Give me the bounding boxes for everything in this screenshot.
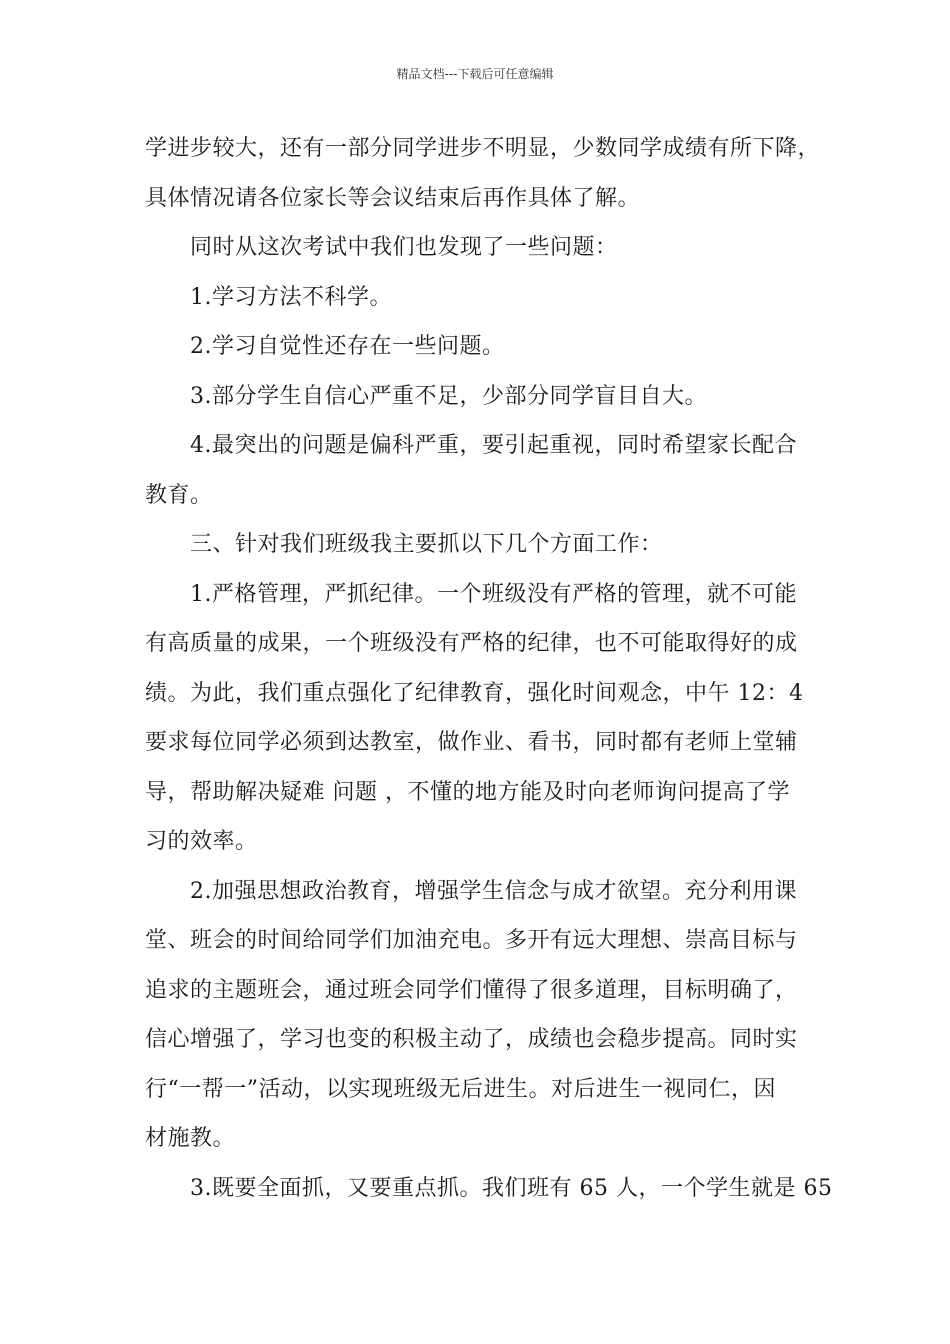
text-line: 学进步较大，还有一部分同学进步不明显，少数同学成绩有所下降， — [145, 136, 821, 161]
text-line: 2.加强思想政治教育，增强学生信念与成才欲望。充分利用课 — [190, 878, 797, 904]
list-item: 3.部分学生自信心严重不足，少部分同学盲目自大。 — [190, 383, 707, 409]
text-line: 教育。 — [145, 482, 213, 508]
text-line: 材施教。 — [145, 1126, 236, 1151]
list-item: 4.最突出的问题是偏科严重，要引起重视，同时希望家长配合 — [190, 433, 797, 458]
text-line: 3.既要全面抓，又要重点抓。我们班有 65 人，一个学生就是 65 — [190, 1175, 833, 1201]
document-body — [145, 124, 833, 1213]
list-item: 1.学习方法不科学。 — [190, 284, 392, 310]
text-line: 追求的主题班会，通过班会同学们懂得了很多道理，目标明确了， — [145, 977, 798, 1003]
text-line: 具体情况请各位家长等会议结束后再作具体了解。 — [145, 185, 641, 211]
section-heading: 三、针对我们班级我主要抓以下几个方面工作： — [190, 532, 663, 557]
list-item: 2.学习自觉性还存在一些问题。 — [190, 334, 505, 359]
page-header: 精品文档---下载后可任意编辑 — [396, 67, 554, 81]
text-line: 1.严格管理，严抓纪律。一个班级没有严格的管理，就不可能 — [190, 581, 797, 607]
text-line: 信心增强了，学习也变的积极主动了，成绩也会稳步提高。同时实 — [145, 1027, 798, 1052]
text-line: 行“一帮一”活动，以实现班级无后进生。对后进生一视同仁，因 — [145, 1076, 776, 1102]
text-line: 导，帮助解决疑难 问题 ，不懂的地方能及时向老师询问提高了学 — [145, 779, 790, 805]
text-line: 有高质量的成果，一个班级没有严格的纪律，也不可能取得好的成 — [145, 631, 798, 656]
text-line: 绩。为此，我们重点强化了纪律教育，强化时间观念，中午 12：4 — [145, 680, 804, 706]
text-line: 要求每位同学必须到达教室，做作业、看书，同时都有老师上堂辅 — [145, 730, 798, 755]
text-line: 同时从这次考试中我们也发现了一些问题： — [190, 235, 618, 260]
text-line: 堂、班会的时间给同学们加油充电。多开有远大理想、崇高目标与 — [145, 928, 798, 953]
text-line: 习的效率。 — [145, 829, 258, 854]
